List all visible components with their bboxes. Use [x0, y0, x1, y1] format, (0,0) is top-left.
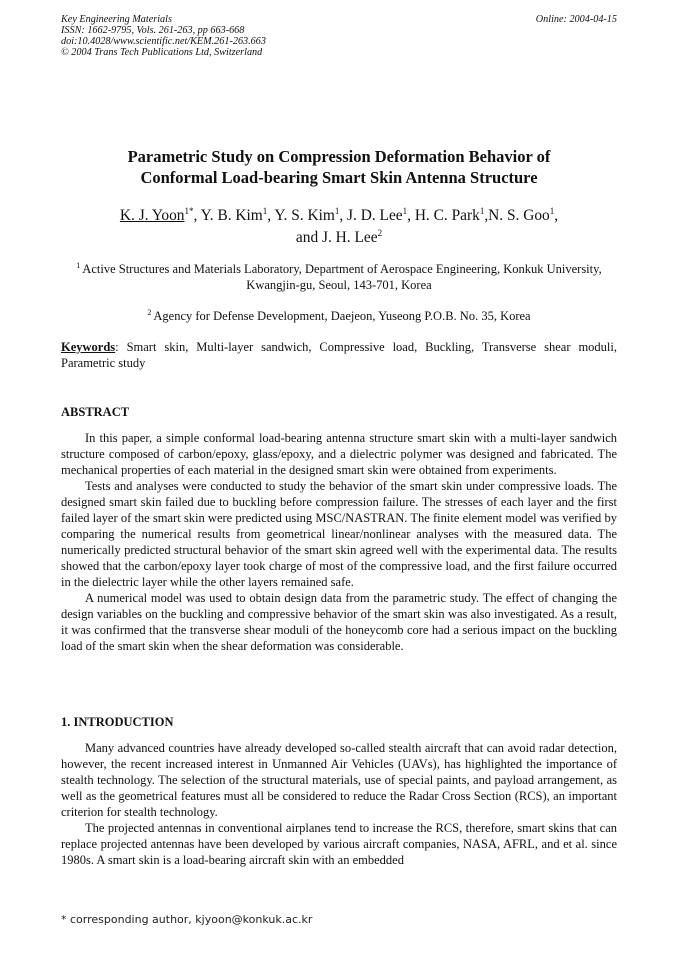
online-date: Online: 2004-04-15 — [535, 14, 617, 25]
author: , H. C. Park — [407, 207, 480, 224]
author-line-1 — [61, 205, 617, 227]
affiliation-marker: 2 — [147, 308, 152, 317]
author-sup: 2 — [377, 228, 383, 238]
keywords — [61, 339, 617, 371]
abstract-paragraph: In this paper, a simple conformal load-bearing antenna structure smart skin with a multi-layer sandwich structure composed of carbon/epoxy, glass/epoxy, and a dielectric polymer was designed and fabricated. The mechanical properties of each material in the designed smart skin were obtained from experiments. — [61, 431, 617, 477]
introduction-body — [61, 740, 617, 868]
author: ,N. S. Goo — [484, 207, 550, 224]
author-sup: 1 — [334, 206, 340, 216]
affiliation-text: Agency for Defense Development, Daejeon, Yuseong P.O.B. No. 35, Korea — [153, 309, 531, 323]
author-line-2 — [61, 227, 617, 249]
author: , Y. B. Kim — [193, 207, 263, 224]
abstract-paragraph: Tests and analyses were conducted to study the behavior of the smart skin under compressive loads. The designed smart skin failed due to buckling before compression failure. The stresses of each layer and the first failed layer of the smart skin were predicted using MSC/NASTRAN. The finite element model was verified by comparing the numerical results from geometrical linear/nonlinear analyses with the measured data. The numerically predicted structural behavior of the smart skin agreed well with the experimental data. The results showed that the carbon/epoxy layer took charge of most of the compressive load, and the first failure occurred in the dielectric layer while the other layers remained safe. — [61, 479, 617, 589]
abstract-heading: ABSTRACT — [61, 405, 130, 419]
abstract-body — [61, 430, 617, 654]
introduction-heading: 1. INTRODUCTION — [61, 715, 174, 729]
keywords-text: : Smart skin, Multi-layer sandwich, Compressive load, Buckling, Transverse shear moduli, Parametric study — [61, 340, 617, 370]
affiliation-2 — [61, 308, 617, 324]
title-line-2: Conformal Load-bearing Smart Skin Antenna Structure — [140, 168, 538, 187]
author-sup: 1* — [184, 206, 194, 216]
affiliation-marker: 1 — [76, 261, 81, 270]
journal-name: Key Engineering Materials — [61, 14, 172, 25]
journal-header — [61, 14, 617, 58]
author-sup: 1 — [402, 206, 408, 216]
affiliation-1 — [61, 261, 617, 293]
introduction-paragraph: The projected antennas in conventional airplanes tend to increase the RCS, therefore, smart skins that can replace projected antennas have been developed by various aircraft companies, NASA, AFRL, and et al. since 1980s. A smart skin is a load-bearing aircraft skin with an embedded — [61, 821, 617, 867]
introduction-paragraph: Many advanced countries have already developed so-called stealth aircraft that can avoid radar detection, however, the recent increased interest in Unmanned Air Vehicles (UAVs), has highlighted the importance of stealth technology. The selection of the structural materials, use of special paints, and payload arrangement, as well as the geometrical features must all be considered to reduce the Radar Cross Section (RCS), an important criterion for stealth technology. — [61, 741, 617, 819]
abstract-paragraph: A numerical model was used to obtain design data from the parametric study. The effect of changing the design variables on the buckling and compressive behavior of the smart skin was also investigated. As a result, it was confirmed that the transverse shear moduli of the honeycomb core had a serious impact on the buckling load of the smart skin when the shear deformation was considerable. — [61, 591, 617, 653]
issn-line: ISSN: 1662-9795, Vols. 261-263, pp 663-668 — [61, 25, 245, 36]
author: , Y. S. Kim — [267, 207, 335, 224]
keywords-label: Keywords — [61, 340, 116, 354]
title-line-1: Parametric Study on Compression Deformation Behavior of — [127, 147, 551, 166]
author-sup: 1 — [262, 206, 268, 216]
paper-title — [61, 146, 617, 188]
affiliation-text: Active Structures and Materials Laboratory, Department of Aerospace Engineering, Konkuk University, Kwangjin-gu, Seoul, 143-701, Korea — [82, 262, 602, 292]
author-sup: 1 — [549, 206, 555, 216]
author: and J. H. Lee — [295, 229, 378, 246]
author-sup: 1 — [479, 206, 485, 216]
corresponding-author-footnote: * corresponding author, kjyoon@konkuk.ac.kr — [61, 913, 313, 926]
corresponding-author: K. J. Yoon — [119, 207, 185, 224]
author-separator: , — [554, 207, 559, 224]
author: , J. D. Lee — [339, 207, 403, 224]
author-list — [61, 205, 617, 249]
doi-line: doi:10.4028/www.scientific.net/KEM.261-263.663 — [61, 36, 266, 47]
copyright-line: © 2004 Trans Tech Publications Ltd, Switzerland — [61, 47, 263, 58]
